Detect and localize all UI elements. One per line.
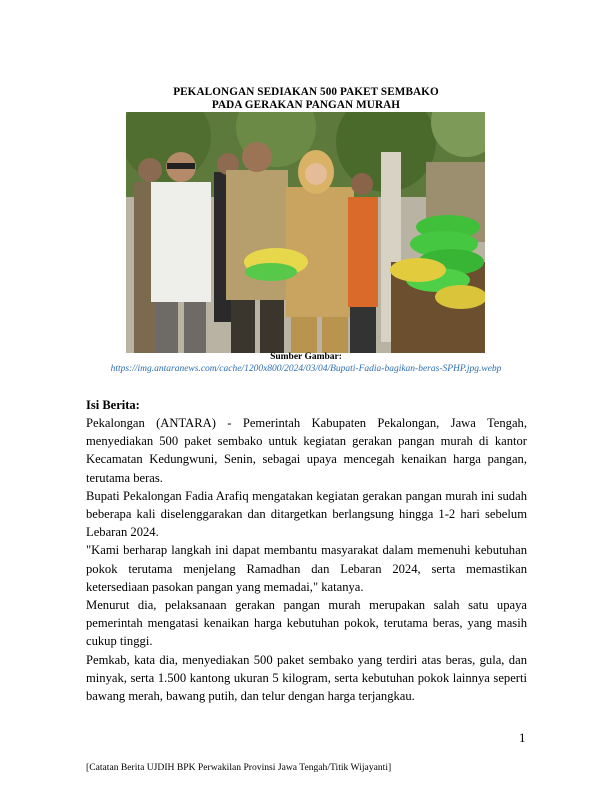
news-photo-illustration [126, 112, 485, 353]
paragraph-2: Bupati Pekalongan Fadia Arafiq mengatakan kegiatan gerakan pangan murah ini sudah beberapa kali diselenggarakan dan ditargetkan berlangsung hingga 1-2 hari sebelum Lebaran 2024. [86, 488, 527, 540]
image-caption: Sumber Gambar: [270, 352, 342, 362]
paragraph-4: Menurut dia, pelaksanaan gerakan pangan murah merupakan salah satu upaya pemerintah mengatasi kenaikan harga kebutuhan pokok, terutama beras, yang masih cukup tinggi. [86, 598, 527, 649]
paragraph-3: "Kami berharap langkah ini dapat membantu masyarakat dalam memenuhi kebutuhan pokok terutama menjelang Ramadhan dan Lebaran 2024, serta memastikan ketersediaan pasokan pangan yang memadai," katanya. [86, 543, 527, 594]
title-line-2: PADA GERAKAN PANGAN MURAH [211, 99, 401, 111]
footer-note: [Catatan Berita UJDIH BPK Perwakilan Provinsi Jawa Tengah/Titik Wijayanti] [86, 762, 392, 773]
article-body [86, 414, 527, 705]
section-heading: Isi Berita: [86, 398, 140, 412]
document-title [0, 86, 612, 112]
paragraph-1: Pekalongan (ANTARA) - Pemerintah Kabupaten Pekalongan, Jawa Tengah, menyediakan 500 paket sembako untuk kegiatan gerakan pangan murah di kantor Kecamatan Kedungwuni, Senin, sebagai upaya mencegah kenaikan harga pangan, terutama beras. [86, 416, 527, 485]
image-source-link[interactable]: https://img.antaranews.com/cache/1200x800/2024/03/04/Bupati-Fadia-bagikan-beras-SPHP.jpg.webp [110, 364, 502, 374]
paragraph-5: Pemkab, kata dia, menyediakan 500 paket sembako yang terdiri atas beras, gula, dan minyak, serta 1.500 kantong ukuran 5 kilogram, serta kebutuhan pokok lainnya seperti bawang merah, bawang putih, dan telur dengan harga terjangkau. [86, 652, 527, 704]
news-photo [126, 112, 485, 353]
page-number: 1 [519, 730, 526, 745]
title-line-1: PEKALONGAN SEDIAKAN 500 PAKET SEMBAKO [173, 86, 439, 98]
